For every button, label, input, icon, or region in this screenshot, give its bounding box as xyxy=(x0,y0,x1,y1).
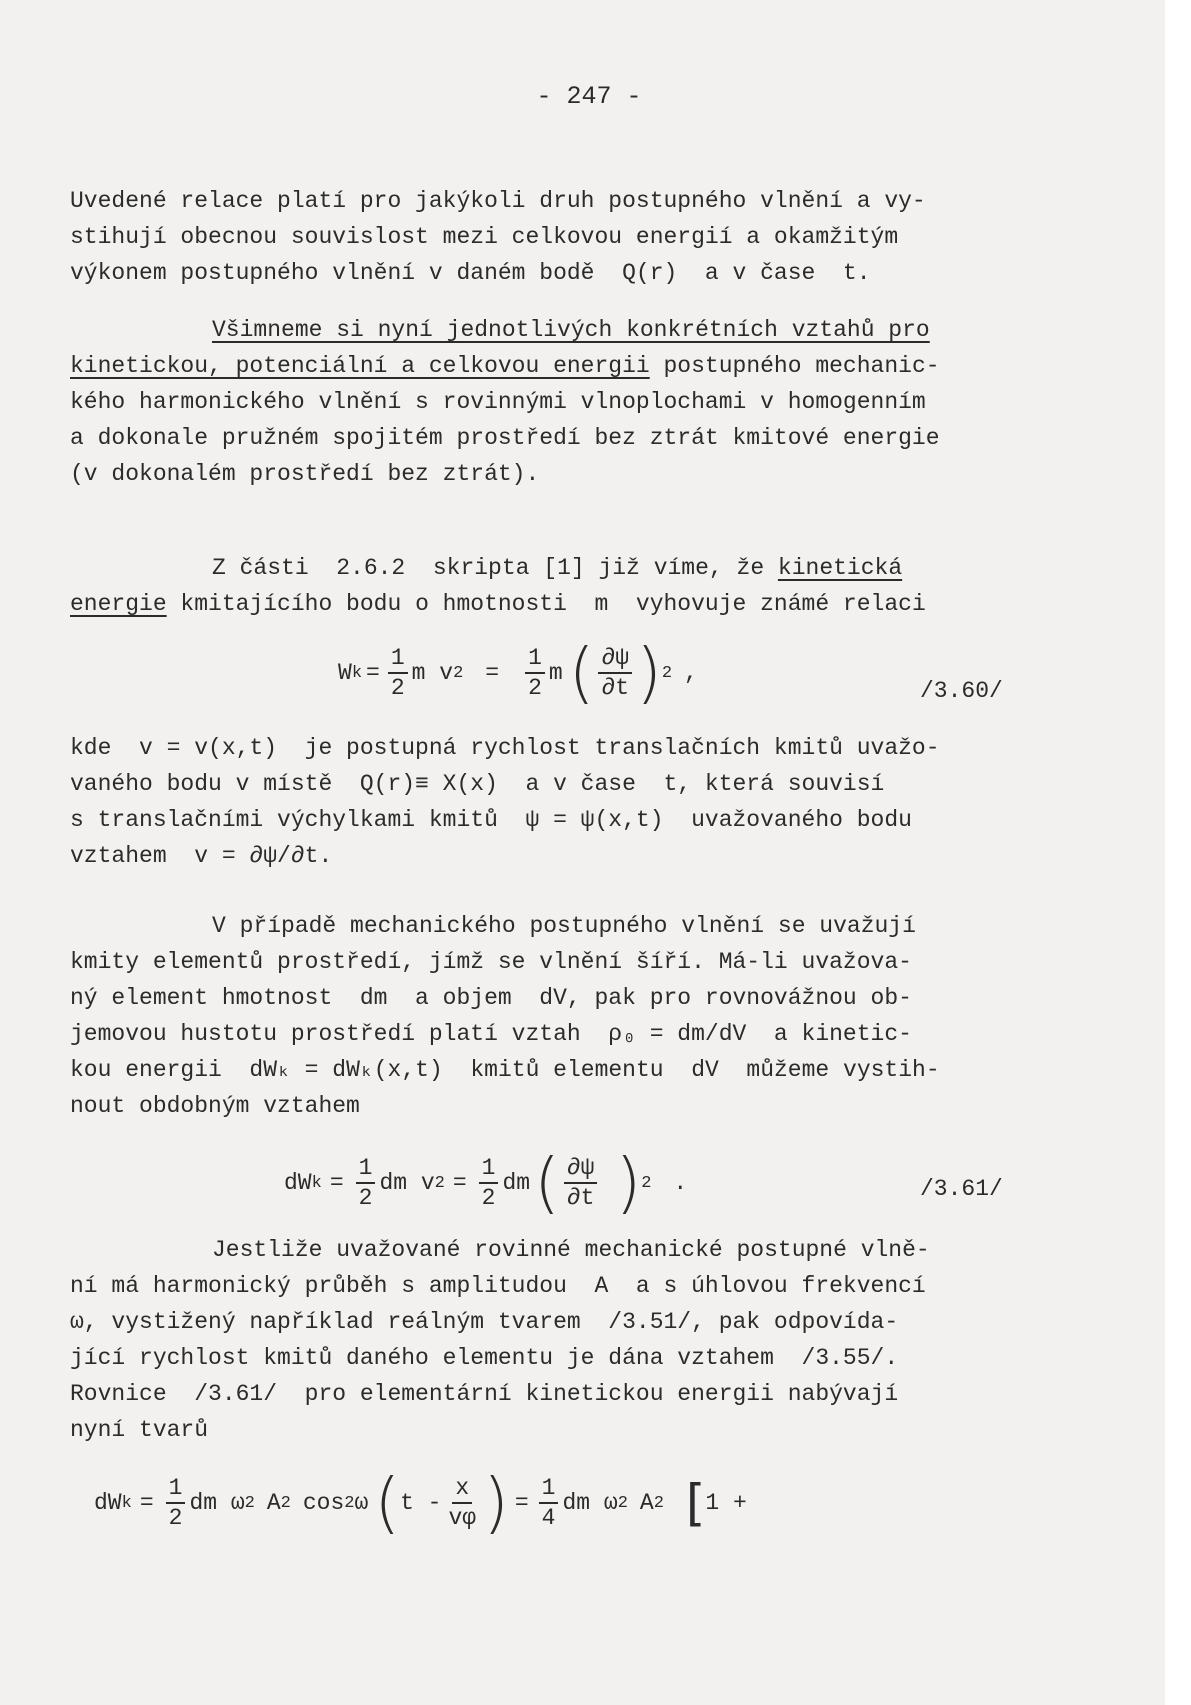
text-line: kého harmonického vlnění s rovinnými vlnoplochami v homogenním xyxy=(70,389,926,415)
eq-superscript: 2 xyxy=(280,1493,291,1513)
denominator: 2 xyxy=(528,675,542,701)
text-line: Uvedené relace platí pro jakýkoli druh postupného vlnění a vy- xyxy=(70,188,926,214)
text-span: kmitajícího bodu o hmotnosti m vyhovuje známé relaci xyxy=(166,591,926,617)
text-line: kde v = v(x,t) je postupná rychlost translačních kmitů uvažo- xyxy=(70,735,940,761)
eq-superscript: 2 xyxy=(641,1173,652,1193)
numerator: ∂ψ xyxy=(564,1156,598,1184)
denominator: ∂t xyxy=(601,675,630,701)
page-number: - 247 - xyxy=(536,82,642,111)
text-line: Rovnice /3.61/ pro elementární kinetickou energii nabývají xyxy=(70,1381,899,1407)
left-paren: ( xyxy=(534,1144,560,1221)
eq-superscript: 2 xyxy=(434,1173,445,1193)
text-line: ω, vystižený například reálným tvarem /3.51/, pak odpovída- xyxy=(70,1309,899,1335)
text-line: kmity elementů prostředí, jímž se vlnění šíří. Má-li uvažova- xyxy=(70,949,912,975)
eq-symbol: A xyxy=(266,1490,281,1516)
equation-3-62 xyxy=(94,1464,747,1541)
eq-symbol: dm v xyxy=(379,1170,435,1196)
paragraph-element xyxy=(70,908,1040,1124)
reference-marker: [1] xyxy=(543,555,585,581)
text-line: V případě mechanického postupného vlnění se uvažují xyxy=(212,913,916,939)
left-paren: ( xyxy=(374,1464,401,1541)
right-paren: ) xyxy=(615,1144,642,1221)
paragraph-kinetic-intro xyxy=(70,550,1040,622)
eq-operator: = xyxy=(452,1170,467,1196)
left-bracket: [ xyxy=(685,1474,706,1532)
equation-number: /3.60/ xyxy=(920,678,1003,704)
text-line: jící rychlost kmitů daného elementu je dána vztahem /3.55/. xyxy=(70,1345,899,1371)
text-line: ní má harmonický průběh s amplitudou A a s úhlovou frekvencí xyxy=(70,1273,926,1299)
eq-superscript: 2 xyxy=(344,1493,355,1513)
fraction xyxy=(598,646,632,700)
underlined-text: kinetickou, potenciální a celkovou energii xyxy=(70,353,650,379)
eq-superscript: 2 xyxy=(653,1493,664,1513)
text-line: výkonem postupného vlnění v daném bodě Q(r) a v čase t. xyxy=(70,260,871,286)
paragraph-harmonic xyxy=(70,1232,1040,1448)
denominator: 2 xyxy=(168,1505,183,1531)
eq-subscript: k xyxy=(351,663,363,683)
text-line: s translačními výchylkami kmitů ψ = ψ(x,t) uvažovaného bodu xyxy=(70,807,912,833)
eq-punct: . xyxy=(673,1170,688,1196)
text-line: stihují obecnou souvislost mezi celkovou energií a okamžitým xyxy=(70,224,899,250)
text-span: Z části 2.6.2 skripta xyxy=(212,555,544,581)
eq-operator: = xyxy=(485,660,500,686)
fraction xyxy=(525,646,545,700)
numerator: 1 xyxy=(388,646,408,674)
eq-operator: = xyxy=(139,1490,154,1516)
text-line: jemovou hustotu prostředí platí vztah ρ₀ = dm/dV a kinetic- xyxy=(70,1021,912,1047)
eq-superscript: 2 xyxy=(661,663,673,683)
denominator: 2 xyxy=(481,1185,496,1211)
text-span: postupného mechanic- xyxy=(649,353,940,379)
numerator: 1 xyxy=(356,1156,376,1184)
fraction xyxy=(166,1476,186,1530)
underlined-text: kinetická xyxy=(777,555,903,581)
text-line: nyní tvarů xyxy=(70,1417,209,1443)
eq-superscript: 2 xyxy=(617,1493,628,1513)
numerator: 1 xyxy=(525,646,545,674)
text-line xyxy=(70,312,1040,348)
numerator: 1 xyxy=(539,1476,559,1504)
eq-operator: = xyxy=(329,1170,344,1196)
left-paren: ( xyxy=(568,634,595,711)
right-paren: ) xyxy=(483,1464,509,1541)
eq-operator: = xyxy=(366,660,380,686)
paragraph-velocity xyxy=(70,730,1040,874)
text-line: nout obdobným vztahem xyxy=(70,1093,360,1119)
eq-subscript: k xyxy=(121,1493,132,1513)
right-paren: ) xyxy=(636,634,662,711)
eq-symbol: 1 + xyxy=(705,1490,747,1516)
eq-superscript: 2 xyxy=(244,1493,255,1513)
denominator: vφ xyxy=(448,1505,477,1531)
text-line: Jestliže uvažované rovinné mechanické postupné vlně- xyxy=(212,1237,930,1263)
text-line: ný element hmotnost dm a objem dV, pak pro rovnovážnou ob- xyxy=(70,985,912,1011)
text-line: a dokonale pružném spojitém prostředí bez ztrát kmitové energie xyxy=(70,425,940,451)
fraction xyxy=(356,1156,376,1210)
eq-symbol: W xyxy=(338,660,352,686)
eq-symbol: cos xyxy=(302,1490,345,1516)
eq-symbol: dm ω xyxy=(562,1490,618,1516)
fraction xyxy=(539,1476,559,1530)
denominator: 2 xyxy=(358,1185,373,1211)
numerator: x xyxy=(452,1476,472,1504)
paragraph-energy-relations xyxy=(70,312,1040,492)
eq-symbol: ω xyxy=(354,1490,369,1516)
denominator: ∂t xyxy=(566,1185,595,1211)
numerator: 1 xyxy=(479,1156,499,1184)
equation-number: /3.61/ xyxy=(920,1176,1003,1202)
text-line xyxy=(70,348,1040,384)
denominator: 4 xyxy=(541,1505,556,1531)
eq-punct: , xyxy=(684,660,698,686)
fraction xyxy=(479,1156,499,1210)
numerator: ∂ψ xyxy=(598,646,632,674)
eq-symbol: m v xyxy=(411,660,454,686)
underlined-text: energie xyxy=(70,591,167,617)
eq-symbol: t - xyxy=(400,1490,442,1516)
text-line xyxy=(70,550,1040,586)
eq-operator: = xyxy=(514,1490,529,1516)
numerator: 1 xyxy=(166,1476,186,1504)
text-line: (v dokonalém prostředí bez ztrát). xyxy=(70,461,540,487)
eq-symbol: dW xyxy=(284,1170,312,1196)
denominator: 2 xyxy=(390,675,405,701)
fraction xyxy=(388,646,408,700)
equation-3-61 xyxy=(284,1144,688,1221)
eq-symbol: dm ω xyxy=(189,1490,245,1516)
eq-symbol: dm xyxy=(502,1170,531,1196)
eq-subscript: k xyxy=(311,1173,322,1193)
fraction xyxy=(445,1476,479,1530)
text-line: kou energii dWₖ = dWₖ(x,t) kmitů elementu dV můžeme vystih- xyxy=(70,1057,940,1083)
text-line xyxy=(70,586,1040,622)
fraction xyxy=(564,1156,598,1210)
text-line: vztahem v = ∂ψ/∂t. xyxy=(70,843,333,869)
eq-symbol: dW xyxy=(94,1490,122,1516)
eq-symbol: A xyxy=(639,1490,654,1516)
eq-superscript: 2 xyxy=(453,663,464,683)
text-line: vaného bodu v místě Q(r)≡ X(x) a v čase t, která souvisí xyxy=(70,771,885,797)
text-span: již víme, že xyxy=(584,555,778,581)
underlined-text: Všimneme si nyní jednotlivých konkrétních vztahů pro xyxy=(212,317,930,343)
equation-3-60 xyxy=(338,634,698,711)
eq-symbol: m xyxy=(548,660,563,686)
paragraph-intro xyxy=(70,183,1040,291)
scan-edge xyxy=(1165,0,1178,1705)
